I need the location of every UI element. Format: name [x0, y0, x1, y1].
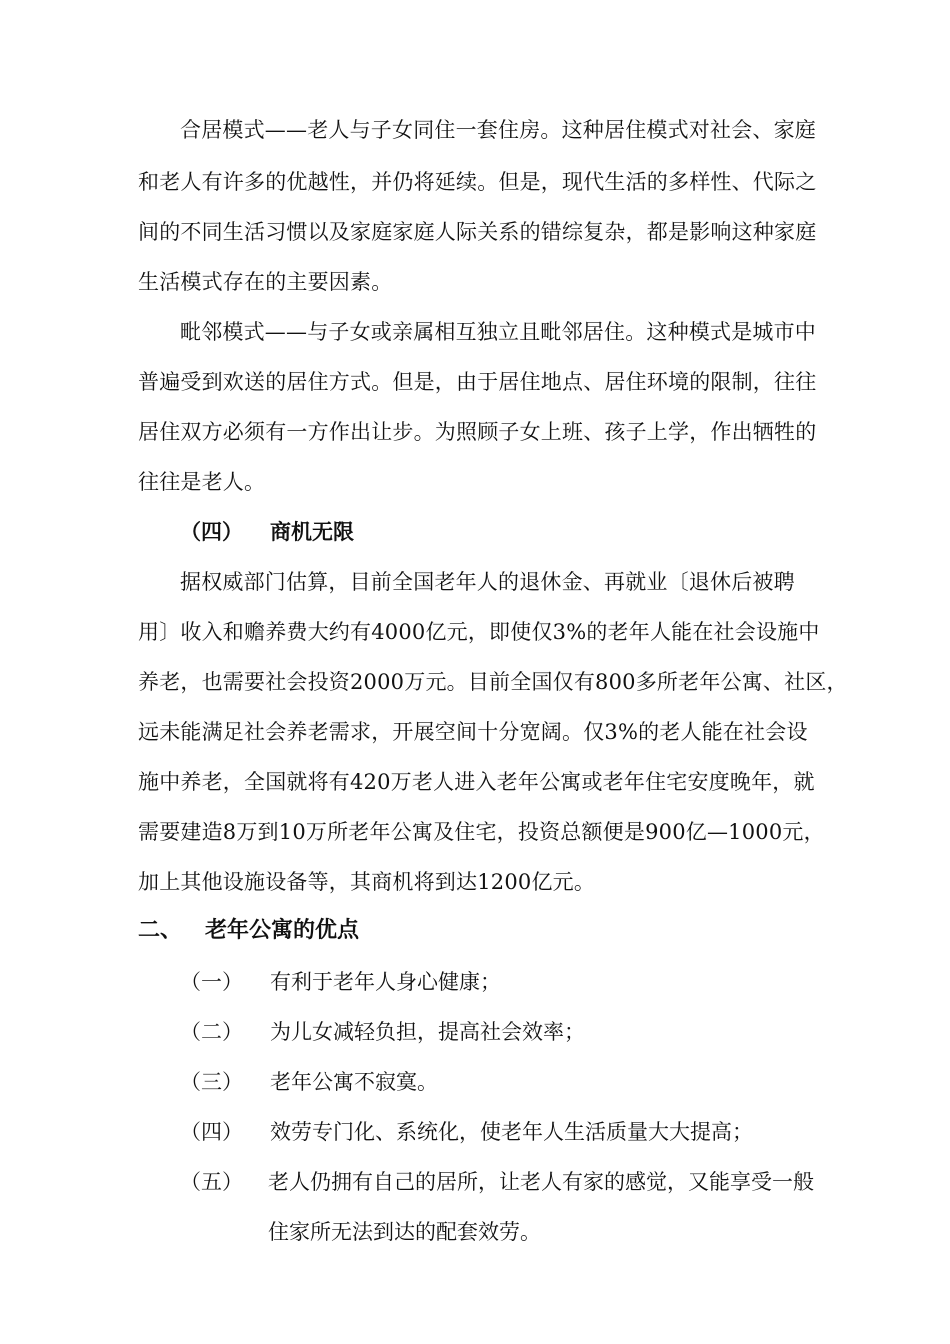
section-label: （四） [180, 519, 243, 544]
list-item-text-continued: 住家所无法到达的配套效劳。 [268, 1220, 541, 1244]
text-line: 据权威部门估算，目前全国老年人的退休金、再就业〔退休后被聘 [180, 570, 795, 594]
text-line: 合居模式——老人与子女同住一套住房。这种居住模式对社会、家庭 [180, 118, 816, 142]
text-line: 毗邻模式——与子女或亲属相互独立且毗邻居住。这种模式是城市中 [180, 320, 816, 344]
list-item-text: 有利于老年人身心健康； [270, 970, 501, 994]
list-item-number: （五） [180, 1170, 243, 1194]
list-item-text: 老人仍拥有自己的居所，让老人有家的感觉，又能享受一般 [268, 1170, 814, 1194]
text-line: 用〕收入和赡养费大约有4000亿元，即使仅3%的老年人能在社会设施中 [138, 620, 820, 644]
text-line: 和老人有许多的优越性，并仍将延续。但是，现代生活的多样性、代际之 [138, 170, 817, 194]
text-line: 需要建造8万到10万所老年公寓及住宅，投资总额便是900亿—1000元， [138, 820, 825, 844]
list-item-number: （二） [180, 1020, 243, 1044]
chapter-title: 老年公寓的优点 [205, 917, 360, 943]
text-line: 间的不同生活习惯以及家庭家庭人际关系的错综复杂，都是影响这种家庭 [138, 220, 817, 244]
text-line: 居住双方必须有一方作出让步。为照顾子女上班、孩子上学，作出牺牲的 [138, 420, 817, 444]
text-line: 养老，也需要社会投资2000万元。目前全国仅有800多所老年公寓、社区， [138, 670, 848, 694]
list-item-number: （一） [180, 970, 243, 994]
chapter-number: 二、 [138, 917, 183, 943]
text-line: 生活模式存在的主要因素。 [138, 270, 393, 294]
text-line: 普遍受到欢送的居住方式。但是，由于居住地点、居住环境的限制，往往 [138, 370, 817, 394]
list-item-number: （四） [180, 1120, 243, 1144]
list-item-text: 效劳专门化、系统化，使老年人生活质量大大提高； [270, 1120, 753, 1144]
text-line: 加上其他设施设备等，其商机将到达1200亿元。 [138, 870, 596, 894]
text-line: 远未能满足社会养老需求，开展空间十分宽阔。仅3%的老人能在社会设 [138, 720, 808, 744]
list-item-text: 为儿女减轻负担，提高社会效率； [270, 1020, 585, 1044]
text-line: 往往是老人。 [138, 470, 266, 494]
list-item-number: （三） [180, 1070, 243, 1094]
text-line: 施中养老，全国就将有420万老人进入老年公寓或老年住宅安度晚年，就 [138, 770, 815, 794]
list-item-text: 老年公寓不寂寞。 [270, 1070, 438, 1094]
section-title: 商机无限 [270, 519, 354, 544]
